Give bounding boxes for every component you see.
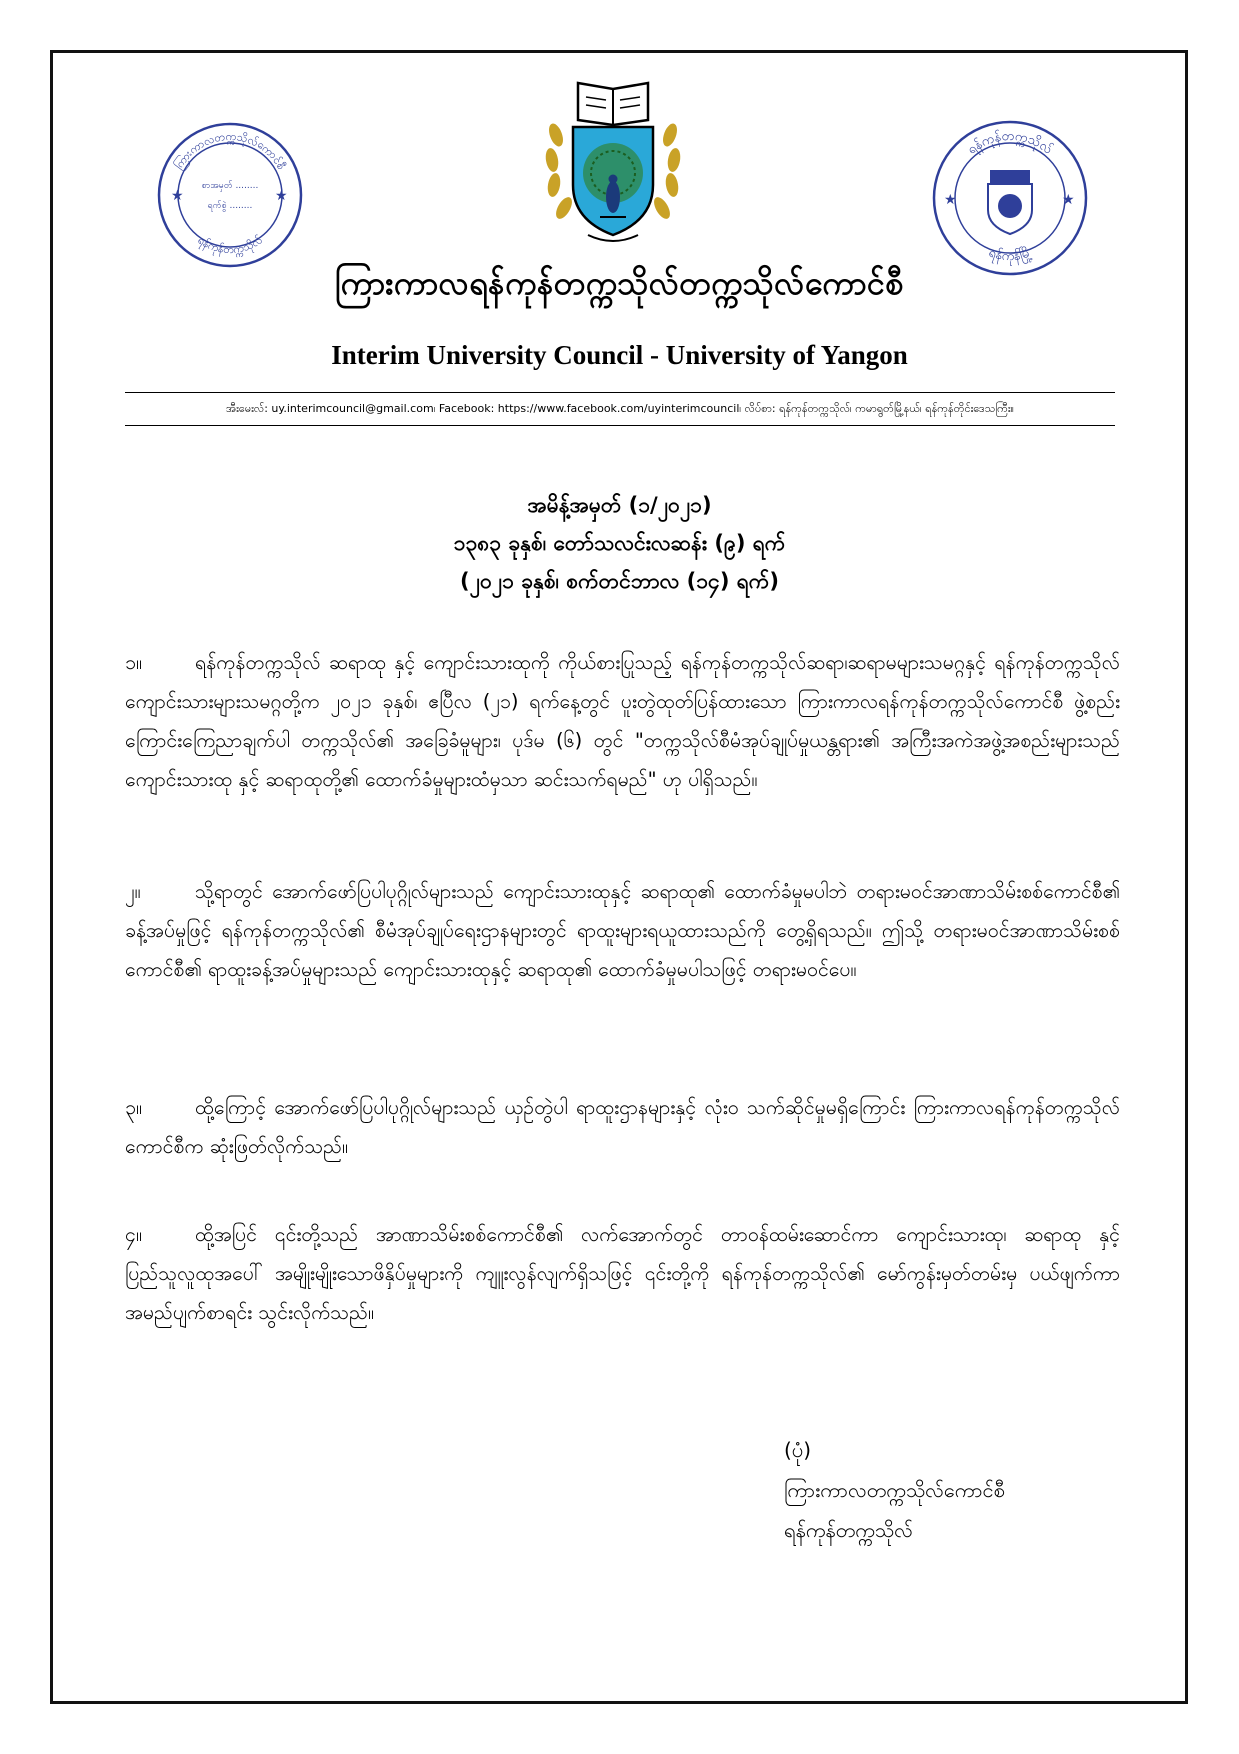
paragraph-number: ၃။	[125, 1096, 142, 1119]
svg-text:ရန်ကုန်တက္ကသိုလ်	[965, 129, 1056, 160]
star-icon: ★	[1062, 192, 1075, 208]
seal-left-top-text: ကြားကာလတက္ကသိုလ်ကောင်စီ	[172, 129, 288, 172]
signature-council: ကြားကာလတက္ကသိုလ်ကောင်စီ	[784, 1478, 1005, 1502]
council-title-myanmar: ကြားကာလရန်ကုန်တက္ကသိုလ်တက္ကသိုလ်ကောင်စီ	[335, 264, 904, 302]
contact-line: အီးမေးလ်: uy.interimcouncil@gmail.com၊ Facebook: https://www.facebook.com/uyinterimcouncil၊ လိပ်စာ: ရန်ကုန်တက္ကသိုလ်၊ ကမာရွတ်မြို့နယ်၊ ရန်ကုန်တိုင်းဒေသကြီး။	[125, 392, 1115, 426]
seal-left-line2: ရက်စွဲ ........	[207, 201, 253, 211]
university-crest	[538, 75, 688, 250]
seal-crest-icon	[988, 170, 1032, 234]
announcement-number: အမိန့်အမှတ် (၁/၂၀၂၁)	[527, 493, 712, 517]
paragraph-4	[125, 1215, 1120, 1332]
paragraph-number: ၂။	[125, 880, 141, 903]
star-icon: ★	[275, 188, 288, 204]
star-icon: ★	[171, 188, 184, 204]
paragraph-1	[125, 643, 1120, 799]
paragraph-3	[125, 1088, 1120, 1166]
seal-right-top-text: ရန်ကုန်တက္ကသိုလ်	[964, 128, 1055, 158]
announcement-date-myanmar: ၁၃၈၃ ခုနှစ်၊ တော်သလင်းလဆန်း (၉) ရက်	[453, 531, 786, 555]
signature-university: ရန်ကုန်တက္ကသိုလ်	[784, 1518, 913, 1542]
star-icon: ★	[944, 192, 957, 208]
paragraph-text: သို့ရာတွင် အောက်ဖော်ပြပါပုဂ္ဂိုလ်များသည် ကျောင်းသားထုနှင့် ဆရာထု၏ ထောက်ခံမှုမပါဘဲ တရားမဝင်အာဏာသိမ်းစစ်ကောင်စီ၏ ခန့်အပ်မှုဖြင့် ရန်ကုန်တက္ကသိုလ်၏ စီမံအုပ်ချုပ်ရေးဌာနများတွင် ရာထူးများရယူထားသည်ကို တွေ့ရှိရသည်။ ဤသို့ တရားမဝင်အာဏာသိမ်းစစ်ကောင်စီ၏ ရာထူးခန့်အပ်မှုများသည် ကျောင်းသားထုနှင့် ဆရာထု၏ ထောက်ခံမှုမပါသဖြင့် တရားမဝင်ပေ။	[125, 880, 1120, 981]
announcement-date-gregorian: (၂၀၂၁ ခုနှစ်၊ စက်တင်ဘာလ (၁၄) ရက်)	[460, 569, 779, 593]
seal-left-bottom-text: ရန်ကုန်တက္ကသိုလ်	[195, 233, 265, 257]
signature-marker: (ပုံ)	[784, 1438, 812, 1462]
paragraph-text: ရန်ကုန်တက္ကသိုလ် ဆရာထု နှင့် ကျောင်းသားထုကို ကိုယ်စားပြုသည့် ရန်ကုန်တက္ကသိုလ်ဆရာ၊ဆရာမများသမဂ္ဂနှင့် ရန်ကုန်တက္ကသိုလ်ကျောင်းသားများသမဂ္ဂတို့က ၂၀၂၁ ခုနှစ်၊ ဧပြီလ (၂၁) ရက်နေ့တွင် ပူးတွဲထုတ်ပြန်ထားသော ကြားကာလရန်ကုန်တက္ကသိုလ်ကောင်စီ ဖွဲ့စည်းကြောင်းကြေညာချက်ပါ တက္ကသိုလ်၏ အခြေခံမူများ၊ ပုဒ်မ (၆) တွင် "တက္ကသိုလ်စီမံအုပ်ချုပ်မှုယန္တရား၏ အကြီးအကဲအဖွဲ့အစည်းများသည် ကျောင်းသားထု နှင့် ဆရာထုတို့၏ ထောက်ခံမှုများထံမှသာ ဆင်းသက်ရမည်" ဟု ပါရှိသည်။	[125, 651, 1120, 791]
svg-text:ရန်ကုန်တက္ကသိုလ်	[194, 233, 265, 258]
council-title-english: Interim University Council - University of Yangon	[331, 340, 908, 370]
university-seal-right	[930, 118, 1090, 278]
paragraph-number: ၄။	[125, 1223, 142, 1246]
seal-right-bottom-text: ရန်ကုန်မြို့	[986, 245, 1034, 265]
paragraph-text: ထို့ကြောင့် အောက်ဖော်ပြပါပုဂ္ဂိုလ်များသည် ယှဉ်တွဲပါ ရာထူးဌာနများနှင့် လုံးဝ သက်ဆိုင်မှုမရှိကြောင်း ကြားကာလရန်ကုန်တက္ကသိုလ်ကောင်စီက ဆုံးဖြတ်လိုက်သည်။	[125, 1096, 1120, 1158]
paragraph-number: ၁။	[125, 651, 142, 674]
signature-block	[784, 1430, 1005, 1550]
open-book-icon	[578, 83, 648, 125]
council-seal-left	[155, 120, 305, 270]
paragraph-2	[125, 872, 1120, 989]
paragraph-text: ထို့အပြင် ၎င်းတို့သည် အာဏာသိမ်းစစ်ကောင်စီ၏ လက်အောက်တွင် တာဝန်ထမ်းဆောင်ကာ ကျောင်းသားထု၊ ဆရာထု နှင့် ပြည်သူလူထုအပေါ် အမျိုးမျိုးသောဖိနှိပ်မှုများကို ကျူးလွန်လျက်ရှိသဖြင့် ၎င်းတို့ကို ရန်ကုန်တက္ကသိုလ်၏ မော်ကွန်းမှတ်တမ်းမှ ပယ်ဖျက်ကာ အမည်ပျက်စာရင်း သွင်းလိုက်သည်။	[125, 1223, 1120, 1324]
seal-left-line1: စာအမှတ် ........	[201, 181, 259, 191]
